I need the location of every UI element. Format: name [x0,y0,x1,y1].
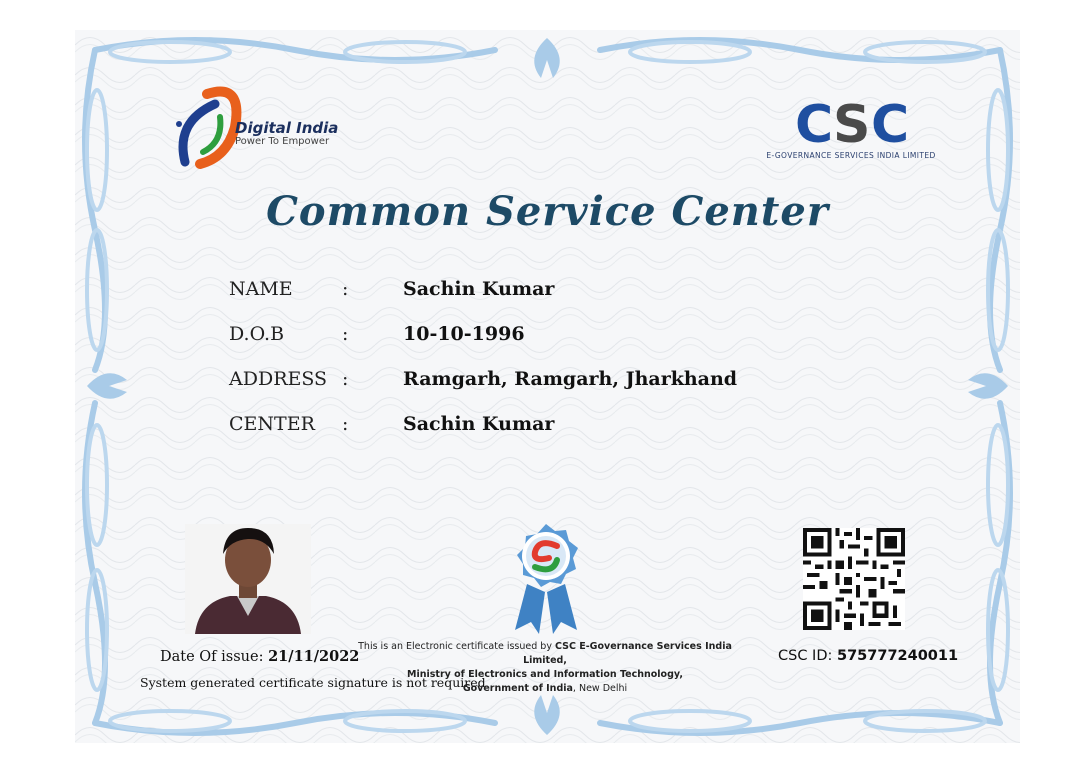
csc-id [778,648,958,664]
field-colon: : [342,323,349,345]
field-value: Ramgarh, Ramgarh, Jharkhand [403,368,738,390]
digital-india-title: Digital India [235,119,339,137]
qr-code [803,528,905,630]
detail-row-center [229,413,829,443]
date-of-issue [160,648,359,665]
field-value: Sachin Kumar [403,278,555,300]
csc-id-label: CSC ID: [778,648,833,664]
elec-ministry: Ministry of Electronics and Information Technology, [407,669,683,680]
field-colon: : [342,368,349,390]
field-value: Sachin Kumar [403,413,555,435]
issue-date: 21/11/2022 [268,648,360,665]
csc-logo [792,92,912,152]
seal-ribbon-icon [505,522,587,634]
holder-photo [185,524,311,634]
field-value: 10-10-1996 [403,323,525,345]
csc-subtitle: E-GOVERNANCE SERVICES INDIA LIMITED [766,151,936,160]
elec-prefix: This is an Electronic certificate issued by [358,641,555,652]
field-colon: : [342,278,349,300]
elec-city: , New Delhi [572,683,628,694]
digital-india-text [235,119,338,147]
detail-row-dob [229,323,829,353]
csc-letter-1: C [795,95,834,152]
electronic-certificate-note [345,640,745,696]
field-label: NAME [229,278,293,300]
csc-id-value: 575777240011 [837,648,959,664]
csc-letter-3: C [871,95,910,152]
detail-row-name [229,278,829,308]
certificate [75,30,1020,743]
elec-issuer: CSC E-Governance Services India Limited, [523,641,732,666]
csc-letter-2: S [833,95,871,152]
signature-note: System generated certificate signature is not required [140,675,486,690]
detail-row-address [229,368,829,398]
field-label: D.O.B [229,323,285,345]
field-label: CENTER [229,413,315,435]
certificate-title: Common Service Center [266,188,829,235]
digital-india-tagline: Power To Empower [235,136,330,147]
issue-label: Date Of issue: [160,649,264,665]
elec-gov: Government of India [462,683,573,694]
field-colon: : [342,413,349,435]
field-label: ADDRESS [229,368,328,390]
